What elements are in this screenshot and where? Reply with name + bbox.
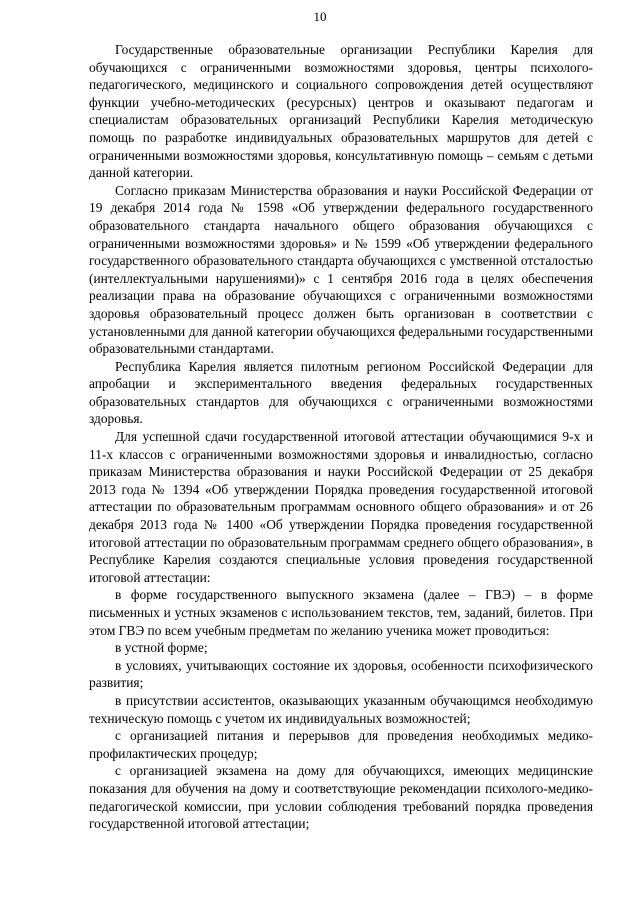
list-item-assistants: в присутствии ассистентов, оказывающих указанным обучающимся необходимую техническую помощь с учетом их индивидуальных возможностей;	[89, 692, 593, 726]
page-number: 10	[313, 9, 327, 24]
document-body	[89, 41, 593, 833]
paragraph-resource-centers: Государственные образовательные организации Республики Карелия для обучающихся с ограниченными возможностями здоровья, центры психолого-педагогического, медицинского и социального сопровождения детей осуществляют функции учебно-методических (ресурсных) центров и оказывают педагогам и специалистам образовательных организаций Республики Карелия методическую помощь по разработке индивидуальных образовательных маршрутов для детей с ограниченными возможностями здоровья, консультативную помощь – семьям с детьми данной категории.	[89, 42, 593, 181]
paragraph-gve-form: в форме государственного выпускного экзамена (далее – ГВЭ) – в форме письменных и устных экзаменов с использованием текстов, тем, заданий, билетов. При этом ГВЭ по всем учебным предметам по желанию ученика может проводиться:	[89, 587, 593, 638]
paragraph-pilot-region: Республика Карелия является пилотным регионом Российской Федерации для апробации и экспериментального введения федеральных государственных образовательных стандартов для обучающихся с ограниченными возможностями здоровья.	[89, 358, 593, 427]
list-item-meals-breaks: с организацией питания и перерывов для проведения необходимых медико-профилактических процедур;	[89, 728, 593, 761]
list-item-oral-form: в устной форме;	[115, 640, 208, 656]
paragraph-final-attestation: Для успешной сдачи государственной итоговой аттестации обучающимися 9-х и 11-х классов с ограниченными возможностями здоровья и инвалидностью, согласно приказам Министерства образования и науки Российской Федерации от 25 декабря 2013 года № 1394 «Об утверждении Порядка проведения государственной итоговой аттестации по образовательным программам основного общего образования» и от 26 декабря 2013 года № 1400 «Об утверждении Порядка проведения государственной итоговой аттестации по образовательным программам среднего общего образования», в Республике Карелия создаются специальные условия проведения государственной итоговой аттестации:	[89, 429, 593, 585]
list-item-home-exam: с организацией экзамена на дому для обучающихся, имеющих медицинские показания для обучения на дому и соответствующие рекомендации психолого-медико-педагогической комиссии, при условии соблюдения требований порядка проведения государственной итоговой аттестации;	[89, 763, 593, 832]
paragraph-fgos-orders: Согласно приказам Министерства образования и науки Российской Федерации от 19 декабря 2014 года № 1598 «Об утверждении федерального государственного образовательного стандарта начального общего образования обучающихся с ограниченными возможностями здоровья» и № 1599 «Об утверждении федерального государственного образовательного стандарта обучающихся с умственной отсталостью (интеллектуальными нарушениями)» с 1 сентября 2016 года в целях обеспечения реализации права на образование обучающихся с ограниченными возможностями здоровья образовательный процесс должен быть организован в соответствии с установленными для данной категории обучающихся федеральными государственными образовательными стандартами.	[89, 182, 593, 357]
list-item-health-conditions: в условиях, учитывающих состояние их здоровья, особенности психофизического развития;	[89, 657, 593, 691]
